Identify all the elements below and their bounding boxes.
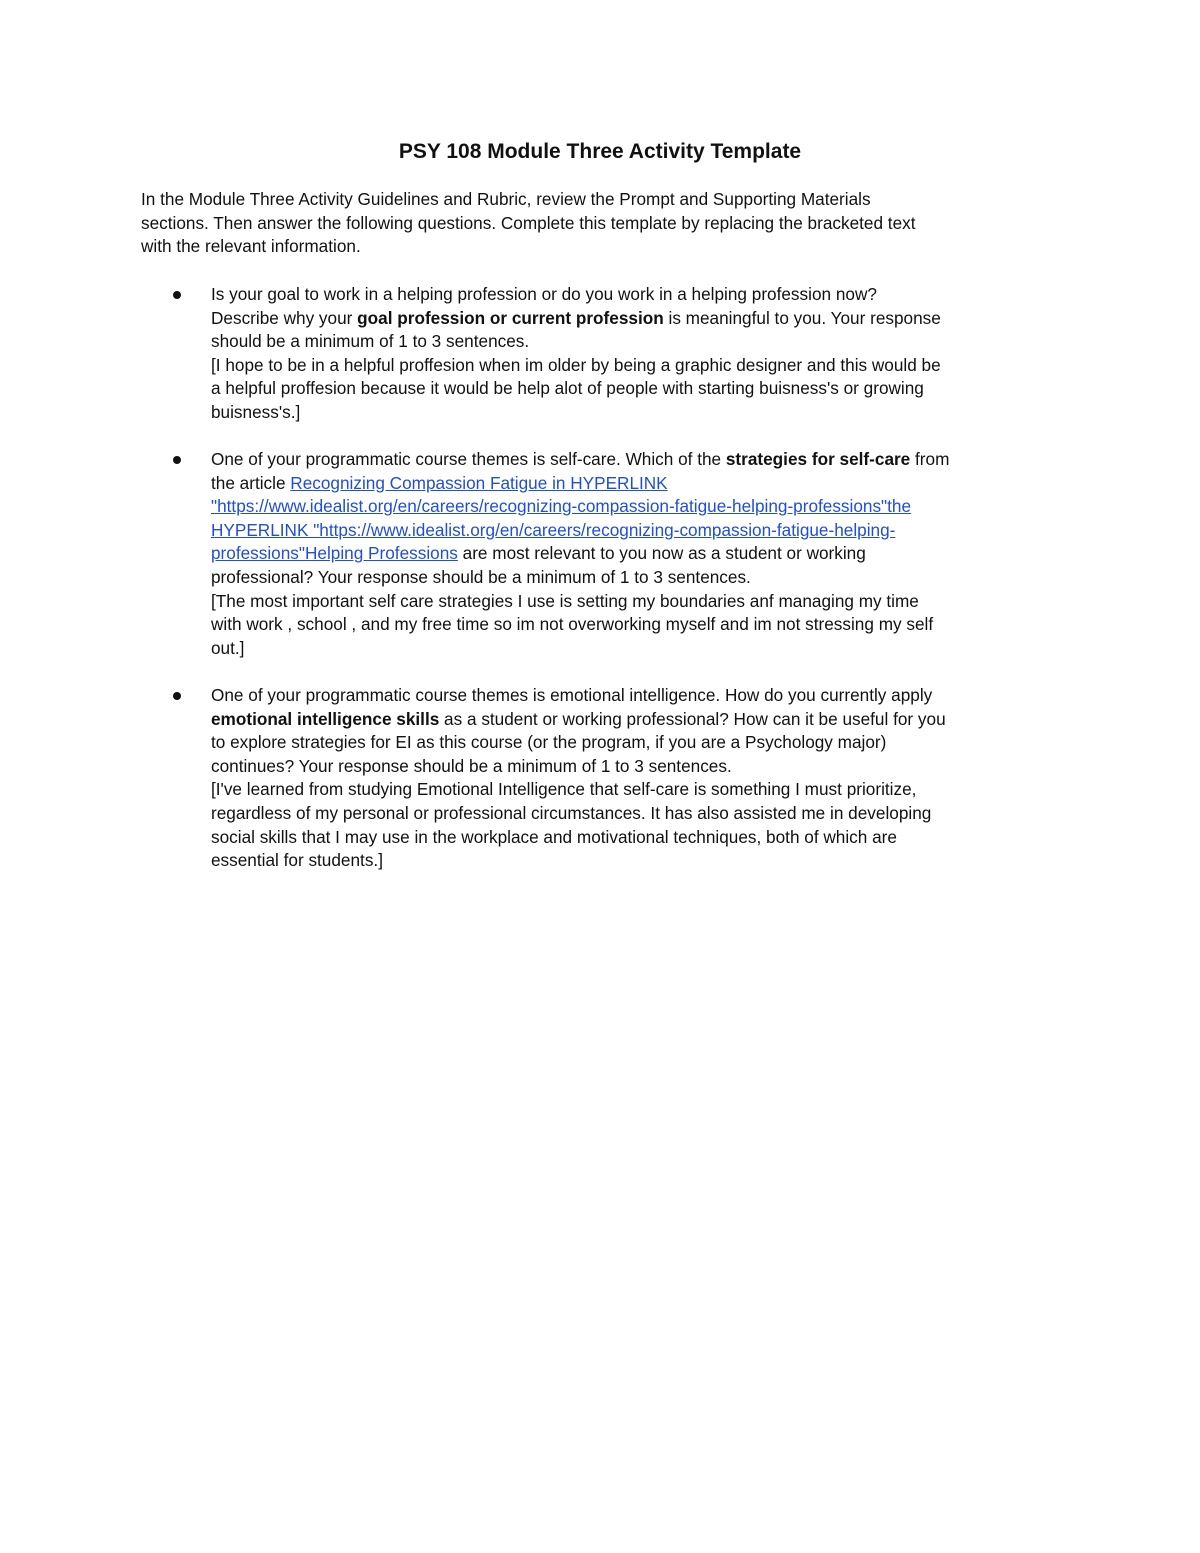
answer-text: social skills that I may use in the workplace and motivational techniques, both of which are — [211, 826, 897, 847]
question-item-1 — [211, 283, 1071, 425]
question-text — [211, 519, 1071, 543]
question-text-segment: the article — [211, 472, 291, 493]
emphasis-text: strategies for self-care — [725, 449, 911, 469]
document-title: PSY 108 Module Three Activity Template — [398, 140, 802, 163]
question-text: professional? Your response should be a minimum of 1 to 3 sentences. — [211, 566, 751, 587]
answer-text: essential for students.] — [211, 850, 383, 871]
answer-text: a helpful proffesion because it would be help alot of people with starting buisness's or growing — [211, 378, 924, 399]
question-text — [211, 708, 1071, 732]
question-text-segment: is meaningful to you. Your response — [663, 307, 941, 328]
question-text-segment: from — [910, 449, 950, 469]
question-text: One of your programmatic course themes is emotional intelligence. How do you currently apply — [211, 685, 933, 705]
article-link[interactable]: Recognizing Compassion Fatigue in HYPERLINK — [290, 472, 668, 493]
article-link[interactable]: HYPERLINK "https://www.idealist.org/en/careers/recognizing-compassion-fatigue-helping- — [211, 519, 896, 540]
answer-text: [The most important self care strategies I use is setting my boundaries anf managing my time — [211, 590, 919, 611]
emphasis-text: goal profession or current profession — [357, 307, 664, 328]
question-text — [211, 448, 1071, 472]
answer-text: out.] — [211, 637, 245, 658]
intro-line: sections. Then answer the following questions. Complete this template by replacing the bracketed text — [141, 212, 916, 233]
question-item-2 — [211, 448, 1071, 660]
bullet-icon — [173, 291, 181, 299]
bullet-icon — [173, 456, 181, 464]
bullet-icon — [173, 692, 181, 700]
question-text-segment: One of your programmatic course themes is self-care. Which of the — [211, 449, 726, 469]
question-text: Is your goal to work in a helping profession or do you work in a helping profession now? — [211, 284, 877, 304]
question-text — [211, 472, 1071, 496]
answer-text: regardless of my personal or professional circumstances. It has also assisted me in developing — [211, 802, 932, 823]
intro-line: with the relevant information. — [141, 236, 361, 257]
question-text — [211, 495, 1071, 519]
intro-paragraph — [141, 188, 1056, 259]
answer-text: [I hope to be in a helpful proffesion when im older by being a graphic designer and this would be — [211, 354, 941, 375]
question-text: continues? Your response should be a minimum of 1 to 3 sentences. — [211, 755, 732, 776]
article-link[interactable]: "https://www.idealist.org/en/careers/recognizing-compassion-fatigue-helping-professions"the — [211, 496, 912, 517]
answer-text: buisness's.] — [211, 401, 301, 422]
intro-line: In the Module Three Activity Guidelines and Rubric, review the Prompt and Supporting Materials — [141, 189, 871, 209]
emphasis-text: emotional intelligence skills — [211, 708, 440, 729]
question-text-segment: Describe why your — [211, 307, 358, 328]
answer-text: with work , school , and my free time so im not overworking myself and im not stressing my self — [211, 614, 934, 635]
answer-text: [I've learned from studying Emotional Intelligence that self-care is something I must prioritize, — [211, 779, 917, 800]
question-text — [211, 542, 1071, 566]
article-link[interactable]: professions"Helping Professions — [211, 543, 458, 564]
question-item-3 — [211, 684, 1071, 873]
question-text-segment: are most relevant to you now as a student or working — [457, 543, 866, 564]
question-text: should be a minimum of 1 to 3 sentences. — [211, 331, 530, 352]
question-text-segment: as a student or working professional? How can it be useful for you — [439, 708, 946, 729]
question-text — [211, 307, 1071, 331]
question-text: to explore strategies for EI as this course (or the program, if you are a Psychology major) — [211, 732, 887, 753]
